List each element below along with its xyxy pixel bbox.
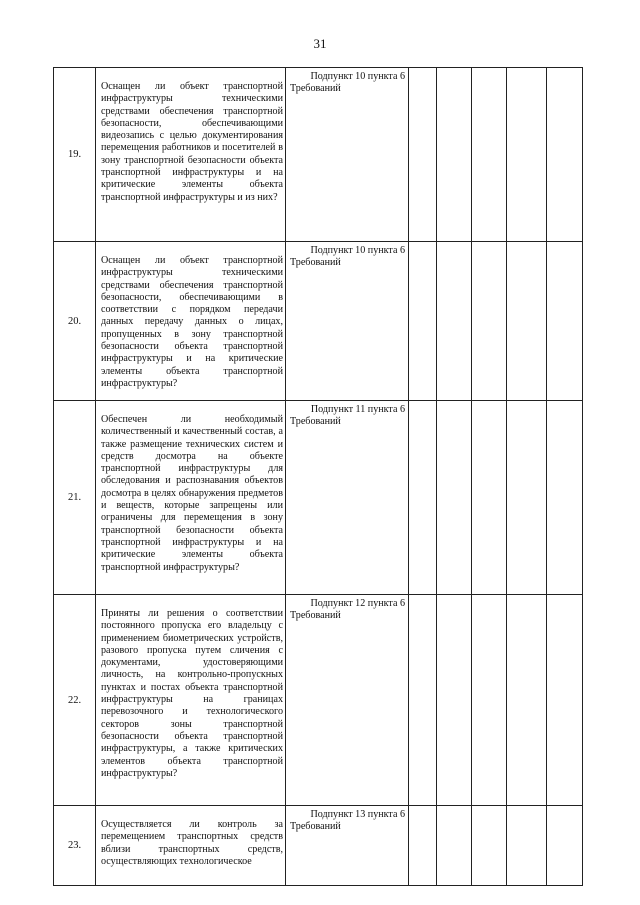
answer-yes-cell xyxy=(409,806,437,886)
reference-document: Требований xyxy=(290,83,341,95)
reference-clause: Подпункт 12 пункта 6 xyxy=(310,598,405,609)
not-applicable-cell xyxy=(472,68,507,242)
reference-clause: Подпункт 13 пункта 6 xyxy=(310,809,405,820)
notes-cell xyxy=(507,595,547,806)
reference-clause: Подпункт 10 пункта 6 xyxy=(310,71,405,82)
remarks-cell xyxy=(547,68,583,242)
question-cell xyxy=(96,401,286,595)
page-number: 31 xyxy=(313,36,327,51)
question-cell xyxy=(96,595,286,806)
reference-document: Требований xyxy=(290,821,341,833)
not-applicable-cell xyxy=(472,595,507,806)
answer-yes-cell xyxy=(409,68,437,242)
question-cell xyxy=(96,806,286,886)
reference-document: Требований xyxy=(290,416,341,428)
answer-yes-cell xyxy=(409,595,437,806)
not-applicable-cell xyxy=(472,806,507,886)
remarks-cell xyxy=(547,595,583,806)
requirement-reference xyxy=(286,595,409,806)
checklist-table xyxy=(53,67,583,886)
answer-yes-cell xyxy=(409,242,437,401)
reference-document: Требований xyxy=(290,610,341,622)
question-text: Оснащен ли объект транспортной инфраструктуры техническими средствами обеспечения транспортной безопасности, обеспечивающими видеозапись с целью документирования перемещения работников и посетителей в зону транспортной безопасности объекта транспортной инфраструктуры и на критические элементы объекта транспортной инфраструктуры и из них? xyxy=(101,81,283,203)
notes-cell xyxy=(507,242,547,401)
not-applicable-cell xyxy=(472,401,507,595)
row-number: 23. xyxy=(54,806,96,886)
notes-cell xyxy=(507,401,547,595)
remarks-cell xyxy=(547,242,583,401)
answer-no-cell xyxy=(437,242,472,401)
notes-cell xyxy=(507,806,547,886)
question-cell xyxy=(96,242,286,401)
row-number: 22. xyxy=(54,595,96,806)
row-number: 19. xyxy=(54,68,96,242)
table-row xyxy=(54,68,583,242)
question-cell xyxy=(96,68,286,242)
question-text: Оснащен ли объект транспортной инфраструктуры техническими средствами обеспечения транспортной безопасности, обеспечивающими в соответствии с порядком передачи данных передачу данных о лицах, пропущенных в зону транспортной безопасности объекта транспортной инфраструктуры и на критические элементы объекта транспортной инфраструктуры? xyxy=(101,255,283,389)
reference-document: Требований xyxy=(290,257,341,269)
row-number: 21. xyxy=(54,401,96,595)
answer-no-cell xyxy=(437,595,472,806)
requirement-reference xyxy=(286,401,409,595)
question-text: Обеспечен ли необходимый количественный и качественный состав, а также размещение технических систем и средств досмотра на объекте транспортной инфраструктуры для обследования и распознавания объектов досмотра в целях обнаружения предметов и веществ, которые запрещены или ограничены для перемещения в зону транспортной безопасности объекта транспортной инфраструктуры и на критические элементы объекта транспортной инфраструктуры? xyxy=(101,414,283,573)
remarks-cell xyxy=(547,401,583,595)
table-row xyxy=(54,242,583,401)
requirement-reference xyxy=(286,242,409,401)
table-row xyxy=(54,595,583,806)
answer-no-cell xyxy=(437,806,472,886)
question-text: Приняты ли решения о соответствии постоянного пропуска его владельцу с применением биометрических устройств, разового пропуска путем сличения с документами, удостоверяющими личность, на контрольно-пропускных пунктах и постах объекта транспортной инфраструктуры на границах перевозочного и технологического секторов зоны транспортной безопасности объекта транспортной инфраструктуры, а также критических элементов объекта транспортной инфраструктуры? xyxy=(101,608,283,779)
reference-clause: Подпункт 11 пункта 6 xyxy=(310,404,405,415)
notes-cell xyxy=(507,68,547,242)
requirement-reference xyxy=(286,806,409,886)
answer-no-cell xyxy=(437,401,472,595)
requirement-reference xyxy=(286,68,409,242)
answer-yes-cell xyxy=(409,401,437,595)
row-number: 20. xyxy=(54,242,96,401)
remarks-cell xyxy=(547,806,583,886)
table-row xyxy=(54,401,583,595)
table-row xyxy=(54,806,583,886)
question-text: Осуществляется ли контроль за перемещением транспортных средств вблизи транспортных средств, осуществляющих технологическое xyxy=(101,819,283,867)
reference-clause: Подпункт 10 пункта 6 xyxy=(310,245,405,256)
answer-no-cell xyxy=(437,68,472,242)
not-applicable-cell xyxy=(472,242,507,401)
